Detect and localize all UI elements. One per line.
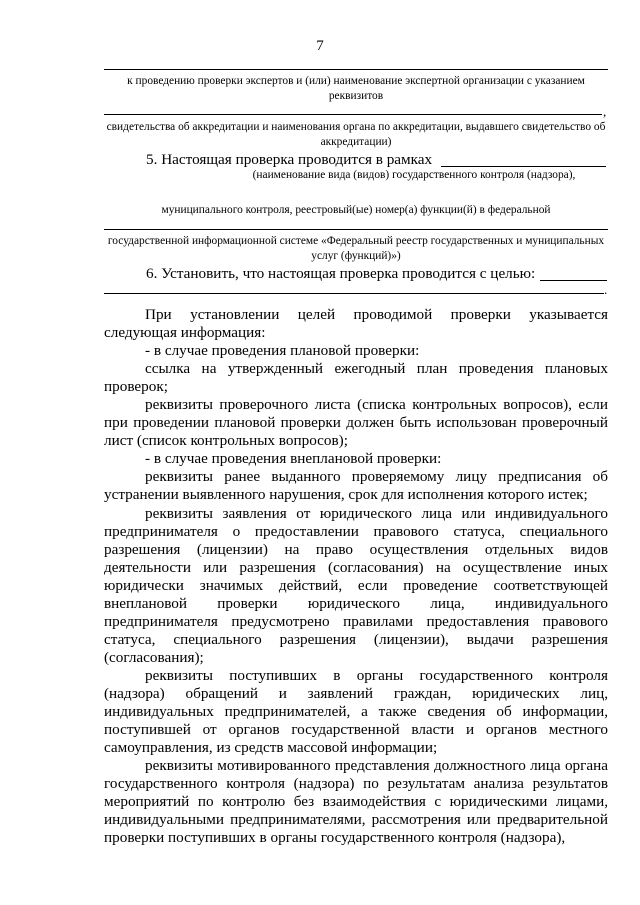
caption-expert-organization: к проведению проверки экспертов и (или) наименование экспертной организации с указанием реквизитов bbox=[127, 75, 585, 102]
item-5-text: 5. Настоящая проверка проводится в рамках bbox=[146, 151, 433, 168]
line-end-comma: , bbox=[603, 104, 607, 119]
page-number: 7 bbox=[316, 38, 324, 54]
caption-registry-number: муниципального контроля, реестровый(ые) номер(а) функции(й) в федеральной bbox=[161, 204, 551, 216]
item-6-blank bbox=[540, 280, 607, 281]
item-6-text: 6. Установить, что настоящая проверка проводится с целью: bbox=[146, 265, 536, 282]
paragraph: реквизиты ранее выданного проверяемому лицу предписания об устранении выявленного нарушения, срок для исполнения которого истек; bbox=[104, 468, 608, 504]
caption-federal-registry: государственной информационной системе «Федеральный реестр государственных и муниципальных услуг (функций)») bbox=[107, 235, 605, 262]
item-5-blank bbox=[441, 166, 606, 167]
caption-accreditation: свидетельства об аккредитации и наименования органа по аккредитации, выдавшего свидетельство об аккредитации) bbox=[106, 121, 606, 148]
paragraph: - в случае проведения плановой проверки: bbox=[145, 342, 420, 360]
line-end-period: . bbox=[604, 282, 608, 297]
paragraph: При установлении целей проводимой проверки указывается следующая информация: bbox=[104, 306, 608, 342]
paragraph: - в случае проведения внеплановой проверки: bbox=[145, 450, 442, 468]
paragraph: ссылка на утвержденный ежегодный план проведения плановых проверок; bbox=[104, 360, 608, 396]
fill-line bbox=[104, 229, 608, 230]
paragraph: реквизиты проверочного листа (списка контрольных вопросов), если при проведении плановой проверки должен быть использован проверочный лист (список контрольных вопросов); bbox=[104, 396, 608, 450]
fill-line bbox=[104, 69, 608, 70]
fill-line bbox=[104, 114, 602, 115]
paragraph: реквизиты заявления от юридического лица или индивидуального предпринимателя о предоставлении правового статуса, специального разрешения (лицензии) на право осуществления отдельных видов деятельности или разрешения (согласования) на осуществление иных юридически значимых действий, если проведение соответствующей внеплановой проверки юридического лица, индивидуального предпринимателя предусмотрено правилами предоставления правового статуса, специального разрешения (лицензии), выдачи разрешения (согласования); bbox=[104, 504, 608, 666]
paragraph: реквизиты поступивших в органы государственного контроля (надзора) обращений и заявлений граждан, юридических лиц, индивидуальных предпринимателей, а также сведения об информации, поступившей от органов государственной власти и органов местного самоуправления, из средств массовой информации; bbox=[104, 666, 608, 757]
fill-line bbox=[104, 293, 604, 294]
caption-control-type: (наименование вида (видов) государственного контроля (надзора), bbox=[252, 169, 576, 181]
paragraph: реквизиты мотивированного представления должностного лица органа государственного контроля (надзора) по результатам анализа результатов мероприятий по контролю без взаимодействия с юридическими лицами, индивидуальными предпринимателями, рассмотрения или предварительной проверки поступивших в органы государственного контроля (надзора), bbox=[104, 757, 608, 847]
body-text bbox=[104, 306, 608, 847]
